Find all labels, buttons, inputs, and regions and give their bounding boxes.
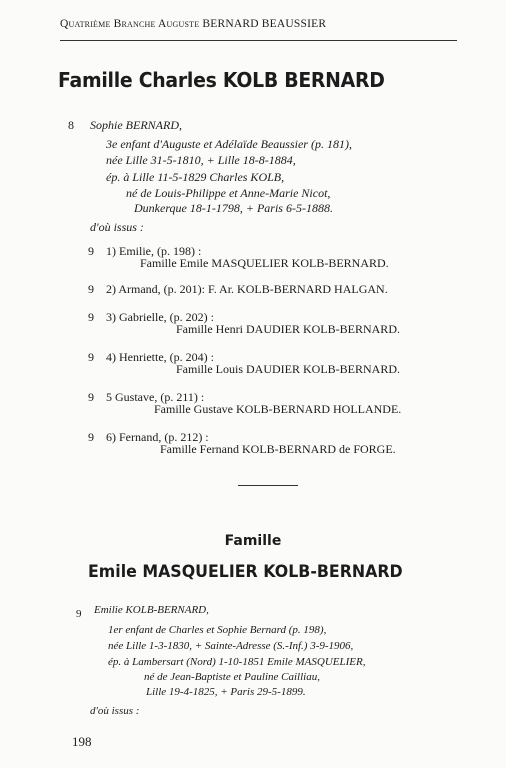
person-name: Sophie BERNARD,: [90, 118, 182, 132]
child-gen-2: 9: [88, 282, 94, 296]
running-head-branch: Quatrième Branche Auguste: [60, 18, 200, 30]
family2-title: Emile MASQUELIER KOLB-BERNARD: [88, 562, 403, 582]
page-number: 198: [72, 734, 92, 749]
section-divider: [238, 485, 298, 486]
family2-bio-line-2: née Lille 1-3-1830, + Sainte-Adresse (S.-Inf.) 3-9-1906,: [108, 640, 354, 652]
bio-line-5: Dunkerque 18-1-1798, + Paris 6-5-1888.: [134, 201, 333, 215]
child-family-6: Famille Fernand KOLB-BERNARD de FORGE.: [160, 442, 396, 456]
child-gen-5: 9: [88, 390, 94, 404]
child-entry-5: 5 Gustave, (p. 211) :: [106, 390, 205, 404]
child-family-1: Famille Emile MASQUELIER KOLB-BERNARD.: [140, 256, 389, 270]
issue-label: d'où issus :: [90, 220, 144, 234]
child-gen-1: 9: [88, 244, 94, 258]
family2-bio-line-4: né de Jean-Baptiste et Pauline Cailliau,: [144, 671, 320, 683]
generation-number: 8: [68, 118, 74, 132]
child-family-3: Famille Henri DAUDIER KOLB-BERNARD.: [176, 322, 400, 336]
child-gen-3: 9: [88, 310, 94, 324]
bio-line-2: née Lille 31-5-1810, + Lille 18-8-1884,: [106, 153, 296, 167]
child-entry-3: 3) Gabrielle, (p. 202) :: [106, 310, 214, 324]
bio-line-1: 3e enfant d'Auguste et Adélaïde Beaussier (p. 181),: [106, 137, 352, 151]
bio-line-4: né de Louis-Philippe et Anne-Marie Nicot,: [126, 186, 331, 200]
family2-bio-line-1: 1er enfant de Charles et Sophie Bernard (p. 198),: [108, 624, 327, 636]
child-gen-4: 9: [88, 350, 94, 364]
family2-generation-number: 9: [76, 608, 82, 620]
family-title: Famille Charles KOLB BERNARD: [58, 68, 385, 92]
family2-bio-line-5: Lille 19-4-1825, + Paris 29-5-1899.: [146, 686, 306, 698]
running-head-family: BERNARD BEAUSSIER: [202, 18, 327, 30]
header-rule: [60, 40, 457, 41]
child-entry-1: 1) Emilie, (p. 198) :: [106, 244, 202, 258]
family2-bio-line-3: ép. à Lambersart (Nord) 1-10-1851 Emile MASQUELIER,: [108, 656, 366, 668]
bio-line-3: ép. à Lille 11-5-1829 Charles KOLB,: [106, 170, 285, 184]
family2-person-name: Emilie KOLB-BERNARD,: [94, 604, 209, 616]
child-entry-6: 6) Fernand, (p. 212) :: [106, 430, 209, 444]
child-family-5: Famille Gustave KOLB-BERNARD HOLLANDE.: [154, 402, 402, 416]
child-entry-4: 4) Henriette, (p. 204) :: [106, 350, 214, 364]
child-gen-6: 9: [88, 430, 94, 444]
family2-issue-label: d'où issus :: [90, 705, 140, 717]
family2-label: Famille: [224, 533, 282, 549]
child-family-4: Famille Louis DAUDIER KOLB-BERNARD.: [176, 362, 400, 376]
child-entry-2: 2) Armand, (p. 201): F. Ar. KOLB-BERNARD HALGAN.: [106, 282, 388, 296]
running-head: [60, 18, 460, 30]
